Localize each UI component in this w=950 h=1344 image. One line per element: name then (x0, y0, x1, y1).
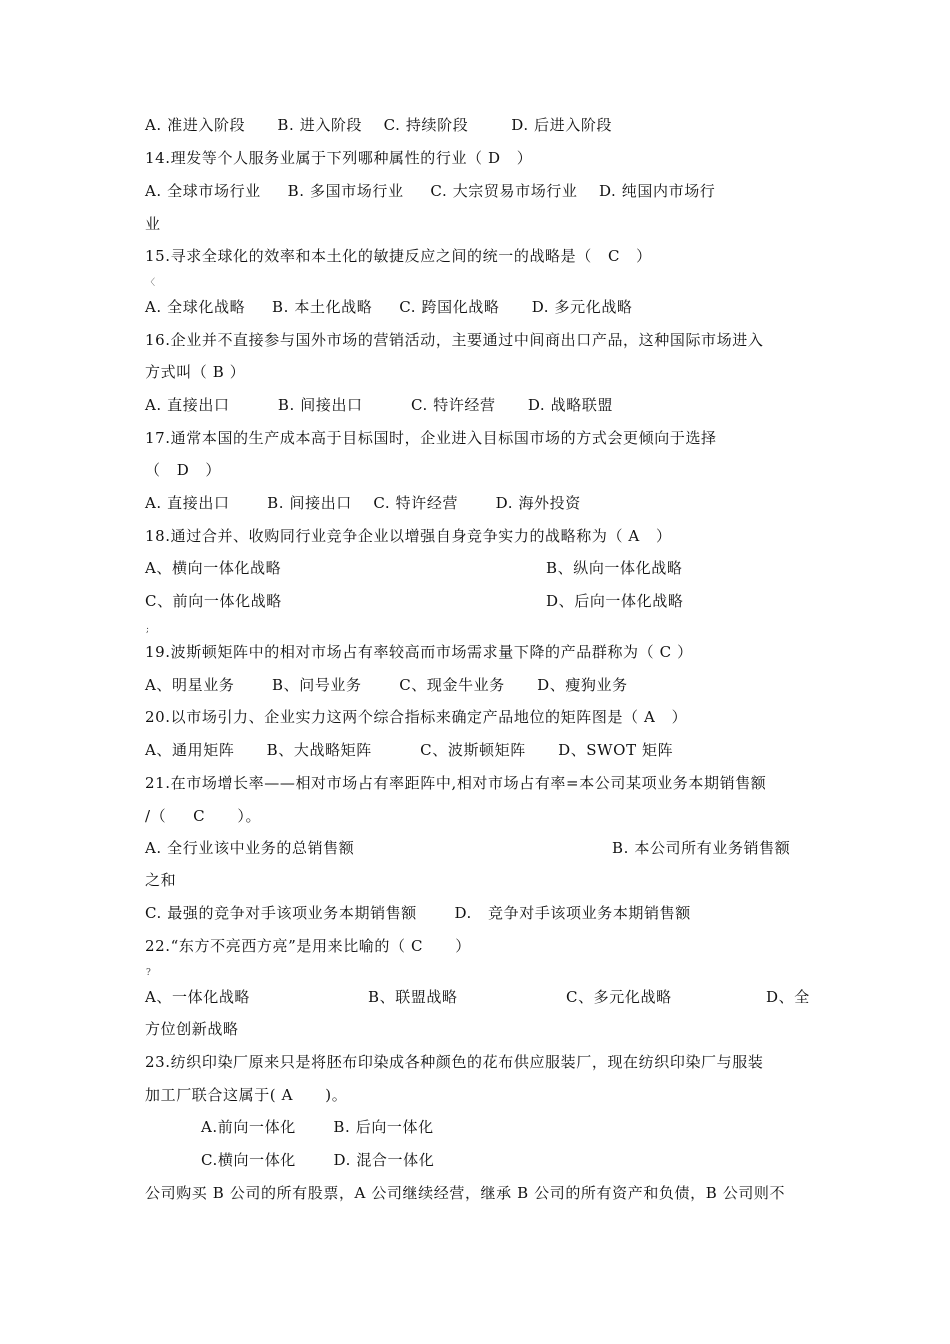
q17-answer: （ D ） (145, 461, 222, 479)
q21-answer: /（ C ）。 (145, 807, 262, 825)
q17-options: A. 直接出口 B. 间接出口 C. 特许经营 D. 海外投资 (145, 494, 581, 512)
q21-options-cd: C. 最强的竞争对手该项业务本期销售额 D. 竞争对手该项业务本期销售额 (145, 904, 691, 922)
q18-option-d: D、后向一体化战略 (546, 592, 684, 610)
q14-question: 14.理发等个人服务业属于下列哪种属性的行业（ D ） (145, 149, 533, 167)
q23-answer: 加工厂联合这属于( A )。 (145, 1086, 348, 1104)
q17-question: 17.通常本国的生产成本高于目标国时，企业进入目标国市场的方式会更倾向于选择 (145, 429, 717, 447)
q22-question: 22.“东方不亮西方亮”是用来比喻的（ C ） (145, 937, 471, 955)
q16-options: A. 直接出口 B. 间接出口 C. 特许经营 D. 战略联盟 (145, 396, 614, 414)
q16-question-wrap: 方式叫（ B ） (145, 363, 246, 381)
q23-question: 23.纺织印染厂原来只是将胚布印染成各种颜色的花布供应服装厂，现在纺织印染厂与服装 (145, 1053, 764, 1071)
q21-option-b-wrap: 之和 (145, 871, 177, 889)
q19-question: 19.波斯顿矩阵中的相对市场占有率较高而市场需求量下降的产品群称为（ C ） (145, 643, 693, 661)
q14-options-wrap: 业 (145, 215, 161, 233)
q16-question: 16.企业并不直接参与国外市场的营销活动，主要通过中间商出口产品，这种国际市场进入 (145, 331, 764, 349)
q22-option-d: D、全 (766, 988, 810, 1006)
q22-option-d-wrap: 方位创新战略 (145, 1020, 239, 1038)
q15-options: A. 全球化战略 B. 本土化战略 C. 跨国化战略 D. 多元化战略 (145, 298, 633, 316)
q18-option-b: B、纵向一体化战略 (546, 559, 683, 577)
stray-mark: ; (146, 625, 150, 635)
q18-option-c: C、前向一体化战略 (145, 592, 282, 610)
q23-options-ab: A.前向一体化 B. 后向一体化 (201, 1118, 434, 1136)
q22-option-a: A、一体化战略 (145, 988, 251, 1006)
q13-options: A. 准进入阶段 B. 进入阶段 C. 持续阶段 D. 后进入阶段 (145, 116, 613, 134)
q14-options: A. 全球市场行业 B. 多国市场行业 C. 大宗贸易市场行业 D. 纯国内市场行 (145, 182, 716, 200)
q15-question: 15.寻求全球化的效率和本土化的敏捷反应之间的统一的战略是（ C ） (145, 247, 652, 265)
q18-option-a: A、横向一体化战略 (145, 559, 282, 577)
q22-option-c: C、多元化战略 (566, 988, 672, 1006)
q19-options: A、明星业务 B、问号业务 C、现金牛业务 D、瘦狗业务 (145, 676, 628, 694)
stray-mark: ? (146, 968, 151, 978)
q21-option-b: B. 本公司所有业务销售额 (612, 839, 791, 857)
q23-options-cd: C.横向一体化 D. 混合一体化 (201, 1151, 435, 1169)
q20-question: 20.以市场引力、企业实力这两个综合指标来确定产品地位的矩阵图是（ A ） (145, 708, 688, 726)
q21-option-a: A. 全行业该中业务的总销售额 (145, 839, 355, 857)
q22-option-b: B、联盟战略 (368, 988, 458, 1006)
q24-question-start: 公司购买 B 公司的所有股票，A 公司继续经营，继承 B 公司的所有资产和负债，B 公司则不 (145, 1184, 786, 1202)
q20-options: A、通用矩阵 B、大战略矩阵 C、波斯顿矩阵 D、SWOT 矩阵 (145, 741, 674, 759)
q21-question: 21.在市场增长率——相对市场占有率距阵中,相对市场占有率=本公司某项业务本期销售额 (145, 774, 767, 792)
stray-mark: 〈 (146, 278, 156, 288)
q18-question: 18.通过合并、收购同行业竞争企业以增强自身竞争实力的战略称为（ A ） (145, 527, 672, 545)
